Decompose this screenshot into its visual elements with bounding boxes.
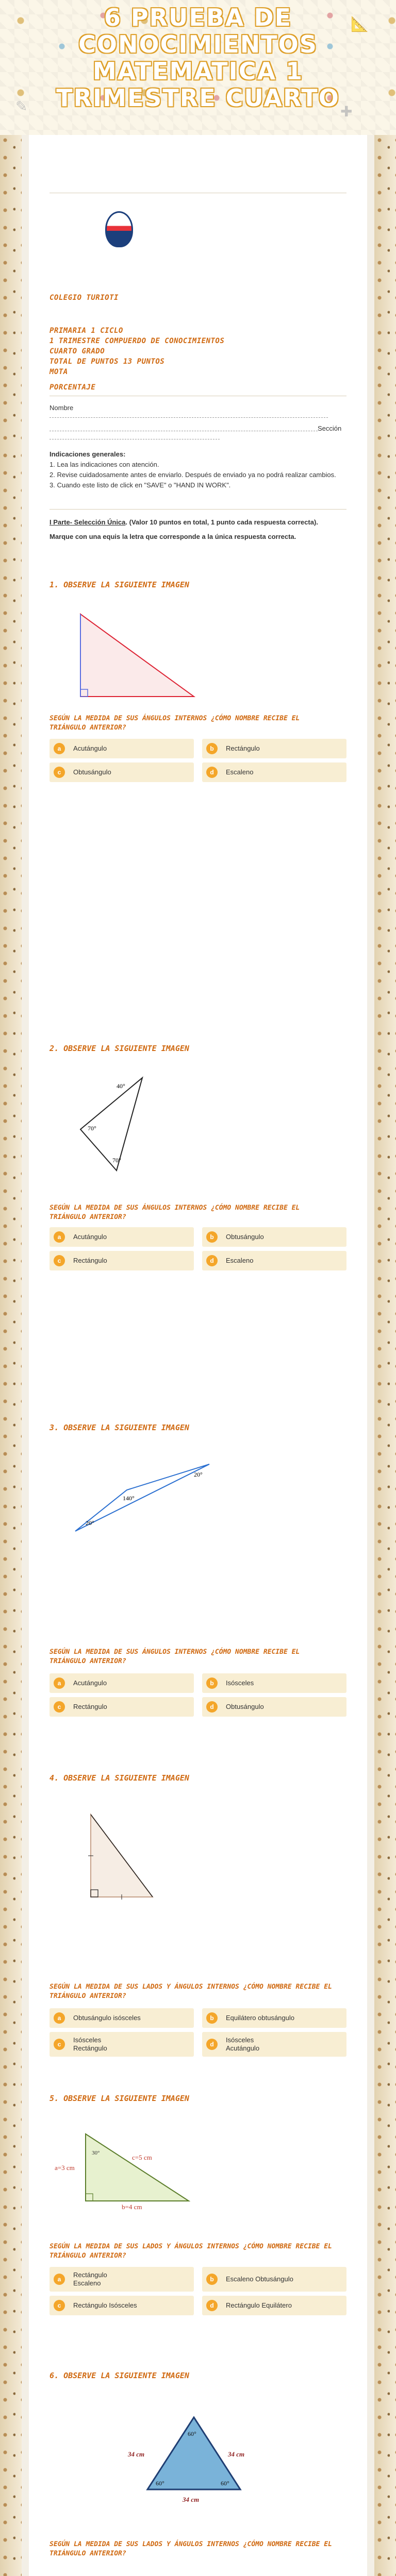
question-title: 6. OBSERVE LA SIGUIENTE IMAGEN <box>50 2371 189 2380</box>
plus-icon: ✚ <box>340 104 353 120</box>
option-letter: c <box>54 1701 65 1713</box>
option-letter: b <box>206 2274 218 2285</box>
option-text: Rectángulo <box>73 1257 107 1264</box>
option-text: Rectángulo Equilátero <box>226 2301 292 2309</box>
question-title: 1. OBSERVE LA SIGUIENTE IMAGEN <box>50 580 189 589</box>
option-letter: a <box>54 1231 65 1243</box>
header-line: PRIMARIA 1 CICLO <box>50 327 123 335</box>
option-a[interactable] <box>50 2267 194 2292</box>
pencil-icon: ✎ <box>15 98 28 114</box>
question-prompt: SEGÚN LA MEDIDA DE SUS LADOS Y ÁNGULOS INTERNOS ¿CÓMO NOMBRE RECIBE EL TRIÁNGULO ANTERIOR? <box>50 1983 332 2000</box>
option-letter: b <box>206 2012 218 2024</box>
header-line: 1 TRIMESTRE COMPUERDO DE CONOCIMIENTOS <box>50 337 225 345</box>
option-c[interactable] <box>50 1697 194 1717</box>
option-letter: d <box>206 1255 218 1266</box>
option-letter: c <box>54 767 65 778</box>
side-label: c=5 cm <box>132 2154 152 2161</box>
question-prompt: SEGÚN LA MEDIDA DE SUS ÁNGULOS INTERNOS ¿CÓMO NOMBRE RECIBE EL TRIÁNGULO ANTERIOR? <box>50 1648 300 1665</box>
acute-triangle-figure <box>65 1073 168 1176</box>
angle-label: 70° <box>112 1157 121 1164</box>
part1-subtitle: Marque con una equis la letra que corresponde a la única respuesta correcta. <box>50 533 296 540</box>
option-b[interactable] <box>202 2008 346 2028</box>
option-text: Obtusángulo <box>226 1233 264 1241</box>
option-letter: c <box>54 2300 65 2311</box>
option-text: Acutángulo <box>73 1233 107 1241</box>
option-d[interactable] <box>202 1251 346 1270</box>
angle-label: 60° <box>188 2430 196 2437</box>
banner-title-line: TRIMESTRE CUARTO <box>56 84 340 112</box>
right-border-decoration <box>374 135 396 2576</box>
question-title: 4. OBSERVE LA SIGUIENTE IMAGEN <box>50 1773 189 1783</box>
question-title: 5. OBSERVE LA SIGUIENTE IMAGEN <box>50 2094 189 2103</box>
option-c[interactable] <box>50 1251 194 1270</box>
percentage-label: PORCENTAJE <box>50 383 96 392</box>
option-letter: c <box>54 2039 65 2050</box>
side-label: 34 cm <box>228 2450 245 2458</box>
option-text: Acutángulo <box>73 1679 107 1687</box>
angle-label: 60° <box>156 2480 164 2487</box>
option-d[interactable] <box>202 2032 346 2057</box>
option-letter: a <box>54 1677 65 1689</box>
option-text: Obtusángulo <box>73 768 111 776</box>
rectangle-triangle-figure <box>55 2124 209 2211</box>
option-b[interactable] <box>202 1227 346 1247</box>
question-title: 2. OBSERVE LA SIGUIENTE IMAGEN <box>50 1044 189 1053</box>
worksheet-page <box>29 135 367 2576</box>
banner-title-line: MATEMATICA 1 <box>92 57 304 85</box>
option-a[interactable] <box>50 2008 194 2028</box>
option-text: Isósceles Acutángulo <box>226 2036 260 2052</box>
option-a[interactable] <box>50 1227 194 1247</box>
angle-label: 30° <box>92 2150 100 2156</box>
banner-title <box>0 4 396 111</box>
side-label: 34 cm <box>183 2496 200 2503</box>
obtuse-triangle-figure <box>65 1454 220 1541</box>
angle-label: 20° <box>194 1471 203 1478</box>
side-label: a=3 cm <box>55 2164 75 2172</box>
option-text: Obtusángulo <box>226 1703 264 1710</box>
option-b[interactable] <box>202 739 346 758</box>
option-letter: d <box>206 2039 218 2050</box>
option-d[interactable] <box>202 2296 346 2315</box>
option-letter: d <box>206 2300 218 2311</box>
option-c[interactable] <box>50 762 194 782</box>
option-text: Equilátero obtusángulo <box>226 2014 294 2022</box>
option-letter: c <box>54 1255 65 1266</box>
isosceles-right-triangle-figure <box>75 1804 168 1907</box>
school-logo <box>105 211 133 247</box>
option-a[interactable] <box>50 1673 194 1693</box>
option-text: Isósceles <box>226 1679 254 1687</box>
banner-title-line: CONOCIMIENTOS <box>78 30 318 58</box>
question-prompt: SEGÚN LA MEDIDA DE SUS ÁNGULOS INTERNOS ¿CÓMO NOMBRE RECIBE EL TRIÁNGULO ANTERIOR? <box>50 715 300 732</box>
option-letter: b <box>206 1677 218 1689</box>
part1-header <box>50 517 338 542</box>
ruler-icon: 📐 <box>351 16 369 32</box>
option-d[interactable] <box>202 762 346 782</box>
option-d[interactable] <box>202 1697 346 1717</box>
name-field[interactable] <box>50 417 328 418</box>
instruction-item: 2. Revise cuidadosamente antes de enviarlo. Después de enviado ya no podrá realizar cambios. <box>50 471 336 479</box>
section-label: Sección <box>318 425 342 432</box>
option-c[interactable] <box>50 2032 194 2057</box>
side-label: 34 cm <box>128 2450 145 2458</box>
instruction-item: 3. Cuando este listo de click en "SAVE" o "HAND IN WORK". <box>50 481 231 489</box>
option-text: Obtusángulo isósceles <box>73 2014 141 2022</box>
option-text: Acutángulo <box>73 744 107 752</box>
side-label: b=4 cm <box>122 2203 142 2211</box>
name-label: Nombre <box>50 404 74 412</box>
instructions-title: Indicaciones generales: <box>50 450 126 458</box>
header-line: CUARTO GRADO <box>50 347 105 355</box>
option-text: Escaleno <box>226 1257 254 1264</box>
option-text: Rectángulo <box>73 1703 107 1710</box>
option-text: Rectángulo Isósceles <box>73 2301 137 2309</box>
option-a[interactable] <box>50 739 194 758</box>
header-banner <box>0 0 396 135</box>
school-name: COLEGIO TURIOTI <box>50 294 119 302</box>
right-triangle-figure <box>70 609 204 707</box>
question-title: 3. OBSERVE LA SIGUIENTE IMAGEN <box>50 1423 189 1432</box>
left-border-decoration <box>0 135 22 2576</box>
angle-label: 60° <box>221 2480 229 2487</box>
part1-title-rest: . (Valor 10 puntos en total, 1 punto cada respuesta correcta). <box>125 518 318 526</box>
option-text: Isósceles Rectángulo <box>73 2036 107 2052</box>
angle-label: 140° <box>123 1495 135 1502</box>
option-text: Rectángulo Escaleno <box>73 2271 107 2287</box>
angle-label: 70° <box>88 1125 96 1132</box>
option-letter: b <box>206 1231 218 1243</box>
header-info <box>50 326 224 377</box>
question-prompt: SEGÚN LA MEDIDA DE SUS LADOS Y ÁNGULOS INTERNOS ¿CÓMO NOMBRE RECIBE EL TRIÁNGULO ANTERIOR? <box>50 2243 332 2260</box>
option-letter: a <box>54 2274 65 2285</box>
option-b[interactable] <box>202 2267 346 2292</box>
option-c[interactable] <box>50 2296 194 2315</box>
option-letter: b <box>206 743 218 754</box>
option-letter: a <box>54 2012 65 2024</box>
part1-title: I Parte- Selección Única <box>50 518 126 526</box>
banner-title-line: 6 PRUEBA DE <box>104 4 292 31</box>
angle-label: 40° <box>117 1082 125 1090</box>
option-text: Rectángulo <box>226 744 260 752</box>
option-text: Escaleno <box>226 768 254 776</box>
option-letter: d <box>206 767 218 778</box>
option-letter: d <box>206 1701 218 1713</box>
equilateral-triangle-figure <box>122 2407 266 2510</box>
header-line: MOTA <box>50 368 68 376</box>
instruction-item: 1. Lea las indicaciones con atención. <box>50 461 159 468</box>
option-b[interactable] <box>202 1673 346 1693</box>
question-prompt: SEGÚN LA MEDIDA DE SUS LADOS Y ÁNGULOS INTERNOS ¿CÓMO NOMBRE RECIBE EL TRIÁNGULO ANTERIOR? <box>50 2540 332 2557</box>
divider <box>50 509 346 510</box>
option-letter: a <box>54 743 65 754</box>
option-text: Escaleno Obtusángulo <box>226 2275 293 2283</box>
question-prompt: SEGÚN LA MEDIDA DE SUS ÁNGULOS INTERNOS ¿CÓMO NOMBRE RECIBE EL TRIÁNGULO ANTERIOR? <box>50 1204 300 1221</box>
angle-label: 20° <box>86 1519 94 1527</box>
header-line: TOTAL DE PUNTOS 13 PUNTOS <box>50 358 165 366</box>
instructions <box>50 449 346 490</box>
